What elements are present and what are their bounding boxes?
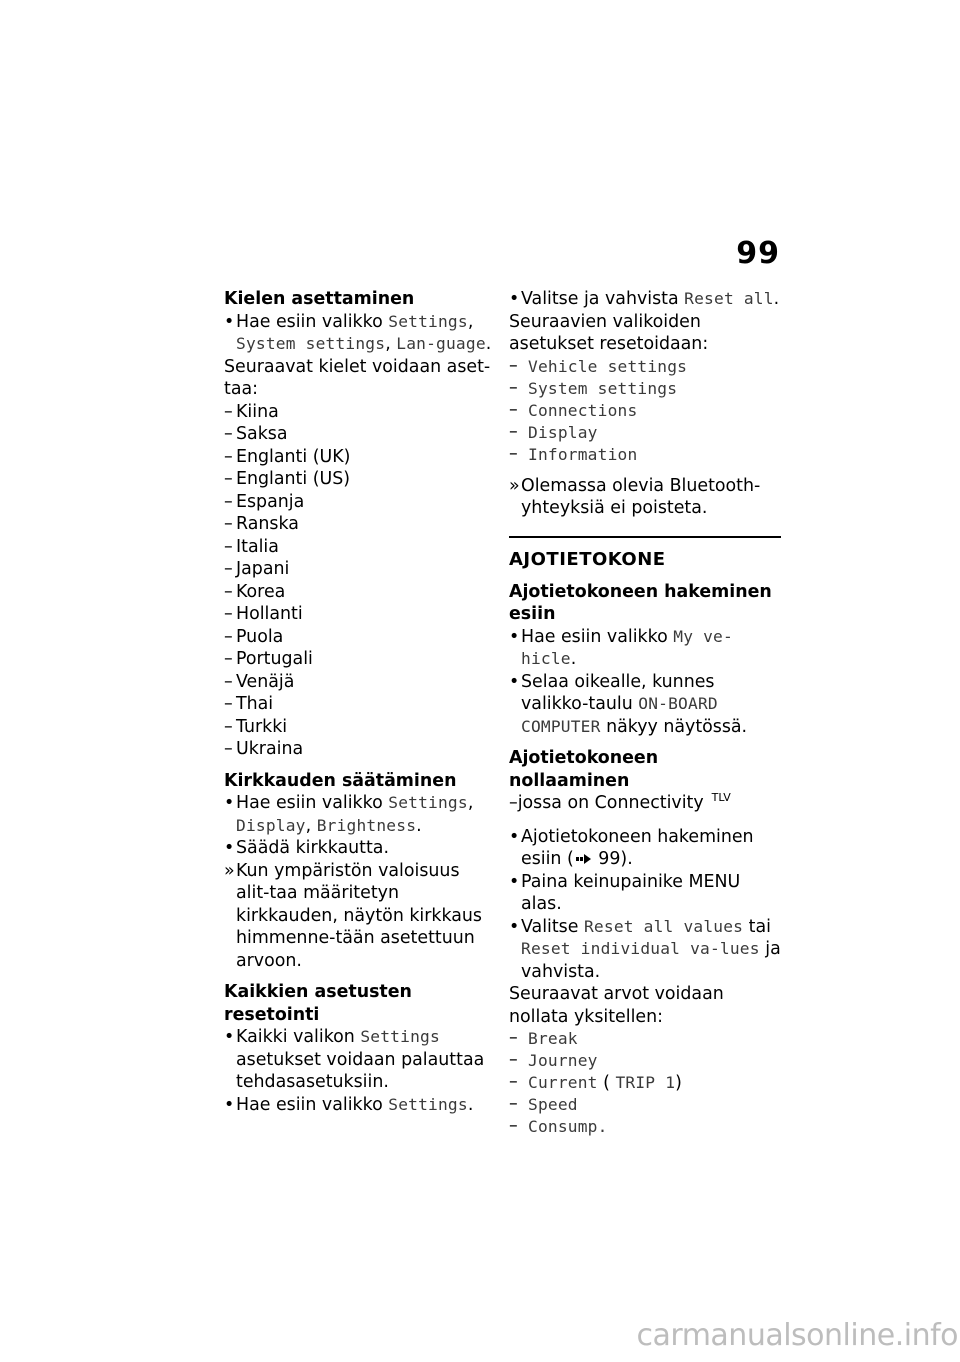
language-step: • Hae esiin valikko Settings, System settings, Lan-guage. (224, 311, 494, 356)
reset-heading: Kaikkien asetusten resetointi (224, 982, 412, 1025)
language-item: – Portugali (224, 648, 494, 671)
reset-menu-item: – Vehicle settings (509, 356, 781, 378)
equipment-code: TLV (711, 791, 731, 804)
menu-reset-all-values: Reset all values (583, 916, 744, 936)
reset-menu-item: – System settings (509, 378, 781, 400)
reset-menu-item: – Connections (509, 400, 781, 422)
individual-value-item: – Speed (509, 1094, 781, 1116)
menu-brightness: Brightness (316, 815, 417, 835)
menu-display: Display (236, 815, 306, 835)
reset-step-1: • Kaikki valikon Settings asetukset voidaan palauttaa tehdasasetuksiin. (224, 1026, 494, 1094)
individual-values-list (509, 1028, 781, 1138)
menu-settings: Settings (388, 793, 468, 812)
bluetooth-note: » Olemassa olevia Bluetooth-yhteyksiä ei poisteta. (509, 475, 781, 520)
reset-menus-intro: Seuraavien valikoiden asetukset resetoidaan: (509, 311, 709, 354)
obc-reset-step-3: • Valitse Reset all values tai Reset individual va-lues ja vahvista. (509, 916, 781, 984)
language-item: – Hollanti (224, 603, 494, 626)
language-item: – Italia (224, 536, 494, 559)
individual-value-item: – Current ( TRIP 1) (509, 1072, 781, 1094)
language-item: – Puola (224, 626, 494, 649)
language-item: – Englanti (US) (224, 468, 494, 491)
section-title: AJOTIETOKONE (509, 548, 666, 570)
menu-reset-individual-values: Reset individual va-lues (521, 939, 760, 958)
obc-reset-step-1: • Ajotietokoneen hakeminen esiin ( 99). (509, 826, 781, 871)
menu-settings: Settings (360, 1027, 440, 1046)
menu-my-vehicle: My ve-hicle (521, 626, 733, 668)
section-divider (509, 536, 781, 538)
language-item: – Ranska (224, 513, 494, 536)
menu-on-board-computer: ON-BOARD COMPUTER (521, 694, 718, 736)
language-item: – Venäjä (224, 671, 494, 694)
reset-step-2: • Hae esiin valikko Settings. (224, 1094, 494, 1117)
brightness-step-2: • Säädä kirkkautta. (224, 837, 494, 860)
page-number: 99 (736, 236, 780, 271)
obc-reset-step-2: • Paina keinupainike MENU alas. (509, 871, 781, 916)
individual-value-item: – Break (509, 1028, 781, 1050)
language-heading: Kielen asettaminen (224, 289, 415, 309)
reset-menu-item: – Display (509, 422, 781, 444)
language-intro: Seuraavat kielet voidaan aset-taa: (224, 356, 491, 399)
individual-value-item: – Consump. (509, 1116, 781, 1138)
reset-menus-list (509, 356, 781, 466)
language-item: – Englanti (UK) (224, 446, 494, 469)
obc-step-2: • Selaa oikealle, kunnes valikko-taulu ON-BOARD COMPUTER näkyy näytössä. (509, 671, 781, 739)
language-item: – Kiina (224, 401, 494, 424)
obc-heading: Ajotietokoneen hakeminen esiin (509, 581, 772, 624)
language-item: – Espanja (224, 491, 494, 514)
obc-step-1: • Hae esiin valikko My ve-hicle. (509, 626, 781, 671)
language-item: – Ukraina (224, 738, 494, 761)
left-column (224, 288, 494, 1116)
obc-reset-condition: –jossa on Connectivity $^{TLV}$ (509, 791, 731, 813)
reset-confirm-step: • Valitse ja vahvista Reset all. (509, 288, 781, 311)
language-item: – Turkki (224, 716, 494, 739)
obc-reset-heading: Ajotietokoneen nollaaminen (509, 748, 659, 791)
language-item: – Japani (224, 558, 494, 581)
language-item: – Saksa (224, 423, 494, 446)
menu-reset-all: Reset all (684, 289, 774, 308)
menu-language: Lan-guage (396, 334, 486, 353)
individual-value-item: – Journey (509, 1050, 781, 1072)
menu-settings: Settings (388, 1094, 468, 1114)
right-column (509, 288, 781, 1138)
watermark: carmanualsonline.info (636, 1318, 958, 1353)
language-list (224, 401, 494, 761)
language-item: – Korea (224, 581, 494, 604)
brightness-result: » Kun ympäristön valoisuus alit-taa määritetyn kirkkauden, näytön kirkkaus himmenne-tään asetettuun arvoon. (224, 860, 494, 973)
language-item: – Thai (224, 693, 494, 716)
brightness-step-1: • Hae esiin valikko Settings, Display, Brightness. (224, 792, 494, 837)
arrow-ref-icon (576, 854, 591, 864)
menu-system-settings: System settings (236, 334, 386, 353)
individual-intro: Seuraavat arvot voidaan nollata yksitellen: (509, 984, 724, 1027)
reset-menu-item: – Information (509, 444, 781, 466)
brightness-heading: Kirkkauden säätäminen (224, 770, 457, 791)
menu-settings: Settings (388, 311, 468, 331)
